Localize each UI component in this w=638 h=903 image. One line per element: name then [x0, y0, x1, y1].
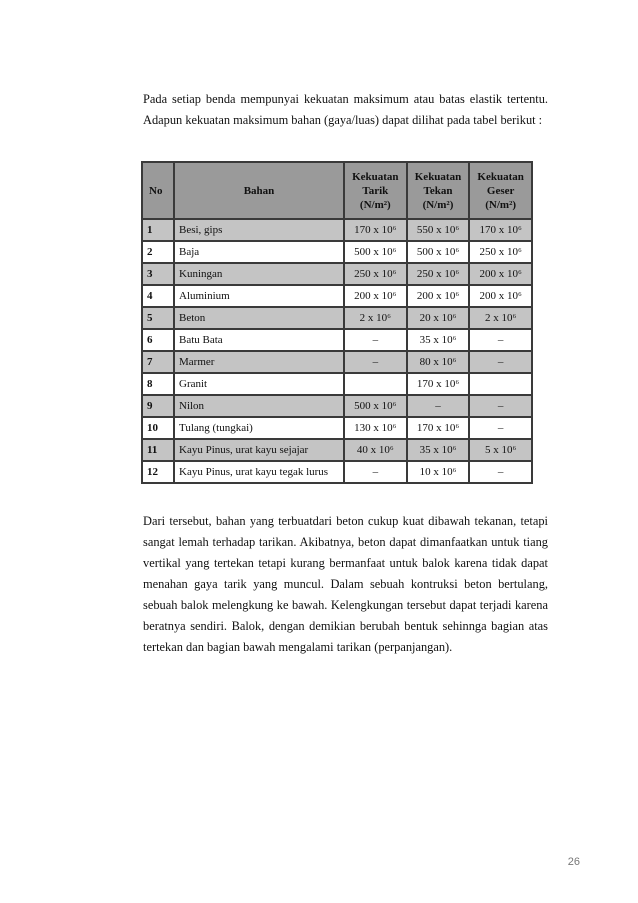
cell-tekan: 250 x 10⁶ — [408, 264, 469, 284]
cell-no: 1 — [143, 220, 173, 240]
table-header — [143, 163, 531, 218]
header-tekan-line1: Kekuatan — [414, 170, 462, 183]
cell-tekan: 20 x 10⁶ — [408, 308, 469, 328]
cell-no: 6 — [143, 330, 173, 350]
cell-tarik: 250 x 10⁶ — [345, 264, 406, 284]
cell-geser: 2 x 10⁶ — [470, 308, 531, 328]
outro-paragraph: Dari tersebut, bahan yang terbuatdari beton cukup kuat dibawah tekanan, tetapi sangat lemah terhadap tarikan. Akibatnya, beton dapat dimanfaatkan untuk tiang vertikal yang tertekan tetapi kurang bermanfaat untuk balok karena tidak dapat menahan gaya tarik yang muncul. Dalam sebuah kontruksi beton bertulang, sebuah balok melengkung ke bawah. Kelengkungan tersebut dapat terjadi karena beratnya sendiri. Balok, dengan demikian berubah bentuk sehinnga bagian atas tertekan dan bagian bawah mengalami tarikan (perpanjangan). — [143, 514, 548, 654]
cell-tekan: 200 x 10⁶ — [408, 286, 469, 306]
table-row — [143, 396, 531, 416]
cell-geser: – — [470, 330, 531, 350]
table-row — [143, 374, 531, 394]
cell-no: 10 — [143, 418, 173, 438]
cell-no: 2 — [143, 242, 173, 262]
table-row — [143, 264, 531, 284]
table-header-row — [143, 163, 531, 218]
cell-geser: 170 x 10⁶ — [470, 220, 531, 240]
cell-tarik: 2 x 10⁶ — [345, 308, 406, 328]
table-row — [143, 418, 531, 438]
cell-no: 12 — [143, 462, 173, 482]
cell-geser: – — [470, 352, 531, 372]
cell-tarik: – — [345, 330, 406, 350]
cell-bahan: Kuningan — [175, 264, 343, 284]
cell-geser: 250 x 10⁶ — [470, 242, 531, 262]
table-body — [143, 220, 531, 482]
header-tarik-line1: Kekuatan — [352, 170, 399, 183]
cell-no: 8 — [143, 374, 173, 394]
cell-tarik: 500 x 10⁶ — [345, 242, 406, 262]
page-number: 26 — [567, 856, 580, 868]
cell-tekan: – — [408, 396, 469, 416]
cell-bahan: Kayu Pinus, urat kayu sejajar — [175, 440, 343, 460]
header-geser-line3: (N/m²) — [485, 198, 517, 211]
cell-tarik: – — [345, 462, 406, 482]
header-geser — [470, 163, 531, 218]
cell-tekan: 35 x 10⁶ — [408, 330, 469, 350]
table-row — [143, 308, 531, 328]
material-strength-table — [141, 161, 533, 484]
table-row — [143, 440, 531, 460]
cell-no: 7 — [143, 352, 173, 372]
cell-tekan: 550 x 10⁶ — [408, 220, 469, 240]
cell-tarik — [345, 374, 406, 394]
cell-tarik: 200 x 10⁶ — [345, 286, 406, 306]
cell-bahan: Batu Bata — [175, 330, 343, 350]
cell-no: 4 — [143, 286, 173, 306]
cell-tarik: – — [345, 352, 406, 372]
cell-tekan: 170 x 10⁶ — [408, 374, 469, 394]
table-row — [143, 352, 531, 372]
cell-tekan: 500 x 10⁶ — [408, 242, 469, 262]
cell-no: 3 — [143, 264, 173, 284]
cell-geser: 200 x 10⁶ — [470, 264, 531, 284]
cell-geser: – — [470, 396, 531, 416]
header-bahan: Bahan — [175, 163, 343, 218]
cell-bahan: Beton — [175, 308, 343, 328]
cell-bahan: Baja — [175, 242, 343, 262]
cell-tarik: 130 x 10⁶ — [345, 418, 406, 438]
cell-geser: – — [470, 418, 531, 438]
cell-geser: 5 x 10⁶ — [470, 440, 531, 460]
cell-tekan: 10 x 10⁶ — [408, 462, 469, 482]
table-row — [143, 462, 531, 482]
cell-bahan: Marmer — [175, 352, 343, 372]
table-row — [143, 286, 531, 306]
cell-geser: 200 x 10⁶ — [470, 286, 531, 306]
cell-bahan: Granit — [175, 374, 343, 394]
cell-tarik: 170 x 10⁶ — [345, 220, 406, 240]
cell-bahan: Nilon — [175, 396, 343, 416]
cell-geser: – — [470, 462, 531, 482]
header-tekan — [408, 163, 469, 218]
header-geser-line1: Kekuatan — [477, 170, 524, 183]
header-no: No — [143, 163, 173, 218]
header-tarik-line2: Tarik — [362, 184, 389, 197]
table-row — [143, 242, 531, 262]
cell-tekan: 170 x 10⁶ — [408, 418, 469, 438]
intro-paragraph: Pada setiap benda mempunyai kekuatan maksimum atau batas elastik tertentu. Adapun kekuatan maksimum bahan (gaya/luas) dapat dilihat pada tabel berikut : — [143, 92, 548, 127]
header-tarik — [345, 163, 406, 218]
cell-no: 5 — [143, 308, 173, 328]
table-row — [143, 220, 531, 240]
cell-bahan: Aluminium — [175, 286, 343, 306]
cell-tekan: 35 x 10⁶ — [408, 440, 469, 460]
header-geser-line2: Geser — [486, 184, 515, 197]
cell-bahan: Besi, gips — [175, 220, 343, 240]
cell-bahan: Kayu Pinus, urat kayu tegak lurus — [175, 462, 343, 482]
header-tekan-line2: Tekan — [423, 184, 453, 197]
cell-tekan: 80 x 10⁶ — [408, 352, 469, 372]
cell-tarik: 40 x 10⁶ — [345, 440, 406, 460]
header-tarik-line3: (N/m²) — [359, 198, 391, 211]
cell-no: 11 — [143, 440, 173, 460]
cell-bahan: Tulang (tungkai) — [175, 418, 343, 438]
table-row — [143, 330, 531, 350]
header-tekan-line3: (N/m²) — [422, 198, 454, 211]
cell-no: 9 — [143, 396, 173, 416]
cell-geser — [470, 374, 531, 394]
cell-tarik: 500 x 10⁶ — [345, 396, 406, 416]
